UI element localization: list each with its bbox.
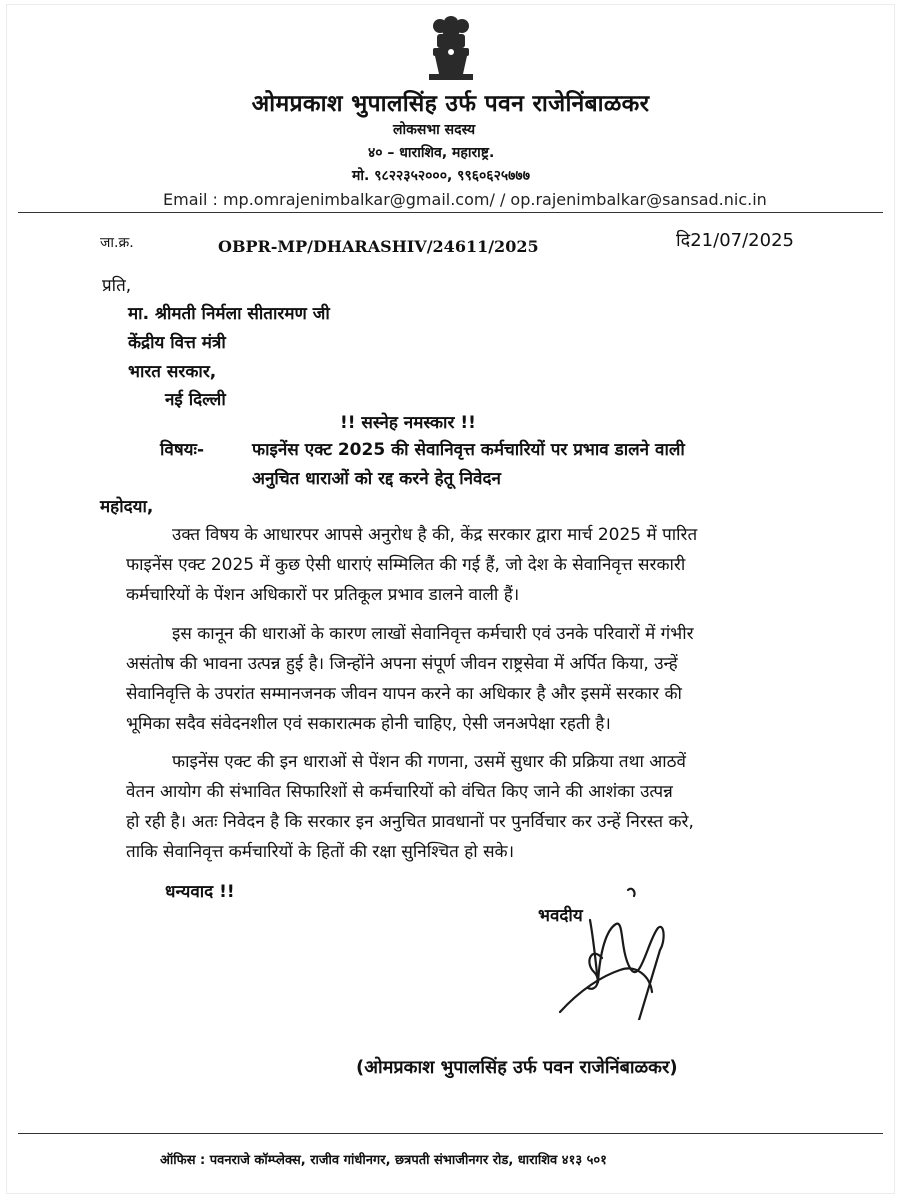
paragraph-3-line: फाइनेंस एक्ट की इन धाराओं से पेंशन की गणना, उसमें सुधार की प्रक्रिया तथा आठवें bbox=[172, 752, 686, 772]
paragraph-1-line: उक्त विषय के आधारपर आपसे अनुरोध है की, केंद्र सरकार द्वारा मार्च 2025 में पारित bbox=[172, 525, 698, 545]
paragraph-3-line: वेतन आयोग की संभावित सिफारिशों से कर्मचारियों को वंचित किए जाने की आशंका उत्पन्न bbox=[126, 782, 673, 802]
paragraph-1-line: कर्मचारियों के पेंशन अधिकारों पर प्रतिकूल प्रभाव डालने वाली हैं। bbox=[126, 585, 520, 605]
constituency: ४० – धाराशिव, महाराष्ट्र. bbox=[368, 145, 495, 161]
subject-line-1: फाइनेंस एक्ट 2025 की सेवानिवृत्त कर्मचारियों पर प्रभाव डालने वाली bbox=[252, 440, 685, 460]
recipient-prefix: प्रति, bbox=[102, 276, 132, 296]
recipient-name: मा. श्रीमती निर्मला सीतारमण जी bbox=[128, 304, 330, 324]
recipient-government: भारत सरकार, bbox=[128, 362, 217, 382]
footer-divider bbox=[18, 1133, 883, 1134]
salutation: महोदया, bbox=[100, 497, 154, 517]
signatory-name: (ओमप्रकाश भुपालसिंह उर्फ पवन राजेनिंबाळकर) bbox=[356, 1057, 678, 1078]
subject-label: विषयः- bbox=[160, 440, 205, 460]
mp-name-header: ओमप्रकाश भुपालसिंह उर्फ पवन राजेनिंबाळकर bbox=[251, 91, 650, 117]
date-label: दि bbox=[676, 230, 691, 251]
email-line: Email : mp.omrajenimbalkar@gmail.com/ / op.rajenimbalkar@sansad.nic.in bbox=[163, 190, 767, 209]
thanks-text: धन्यवाद !! bbox=[165, 882, 235, 902]
reference-number: OBPR-MP/DHARASHIV/24611/2025 bbox=[218, 237, 539, 256]
greeting: !! सस्नेह नमस्कार !! bbox=[340, 413, 476, 433]
reference-label: जा.क्र. bbox=[100, 235, 134, 251]
recipient-designation: केंद्रीय वित्त मंत्री bbox=[128, 333, 226, 353]
paragraph-2-line: भूमिका सदैव संवेदनशील एवं सकारात्मक होनी चाहिए, ऐसी जनअपेक्षा रहती है। bbox=[126, 714, 611, 734]
paragraph-2-line: असंतोष की भावना उत्पन्न हुई है। जिन्होंने अपना संपूर्ण जीवन राष्ट्रसेवा में अर्पित किया, उन्हें bbox=[126, 654, 678, 674]
header-divider bbox=[18, 212, 883, 213]
paragraph-2-line: सेवानिवृत्ति के उपरांत सम्मानजनक जीवन यापन करने का अधिकार है और इसमें सरकार की bbox=[126, 684, 682, 704]
date-value: 21/07/2025 bbox=[690, 230, 794, 251]
paragraph-1-line: फाइनेंस एक्ट 2025 में कुछ ऐसी धाराएं सम्मिलित की गई हैं, जो देश के सेवानिवृत्त सरकारी bbox=[126, 555, 686, 575]
designation: लोकसभा सदस्य bbox=[393, 122, 476, 138]
paragraph-3-line: ताकि सेवानिवृत्त कर्मचारियों के हितों की रक्षा सुनिश्चित हो सके। bbox=[126, 842, 515, 862]
state-emblem-icon bbox=[425, 12, 477, 86]
paragraph-3-line: हो रही है। अतः निवेदन है कि सरकार इन अनुचित प्रावधानों पर पुनर्विचार कर उन्हें निरस्त करे, bbox=[126, 812, 694, 832]
closing-text: भवदीय bbox=[538, 906, 583, 926]
office-address-footer: ऑफिस : पवनराजे कॉम्प्लेक्स, राजीव गांधीनगर, छत्रपती संभाजीनगर रोड, धाराशिव ४१३ ५०१ bbox=[160, 1153, 607, 1168]
mobile-numbers: मो. ९८२२३५२०००, ९९६०६२५७७७ bbox=[352, 168, 530, 184]
subject-line-2: अनुचित धाराओं को रद्द करने हेतू निवेदन bbox=[252, 469, 501, 489]
date-line bbox=[676, 228, 794, 252]
paragraph-2-line: इस कानून की धाराओं के कारण लाखों सेवानिवृत्त कर्मचारी एवं उनके परिवारों में गंभीर bbox=[172, 624, 694, 644]
recipient-city: नई दिल्ली bbox=[165, 390, 226, 410]
handwritten-signature bbox=[540, 880, 680, 1020]
